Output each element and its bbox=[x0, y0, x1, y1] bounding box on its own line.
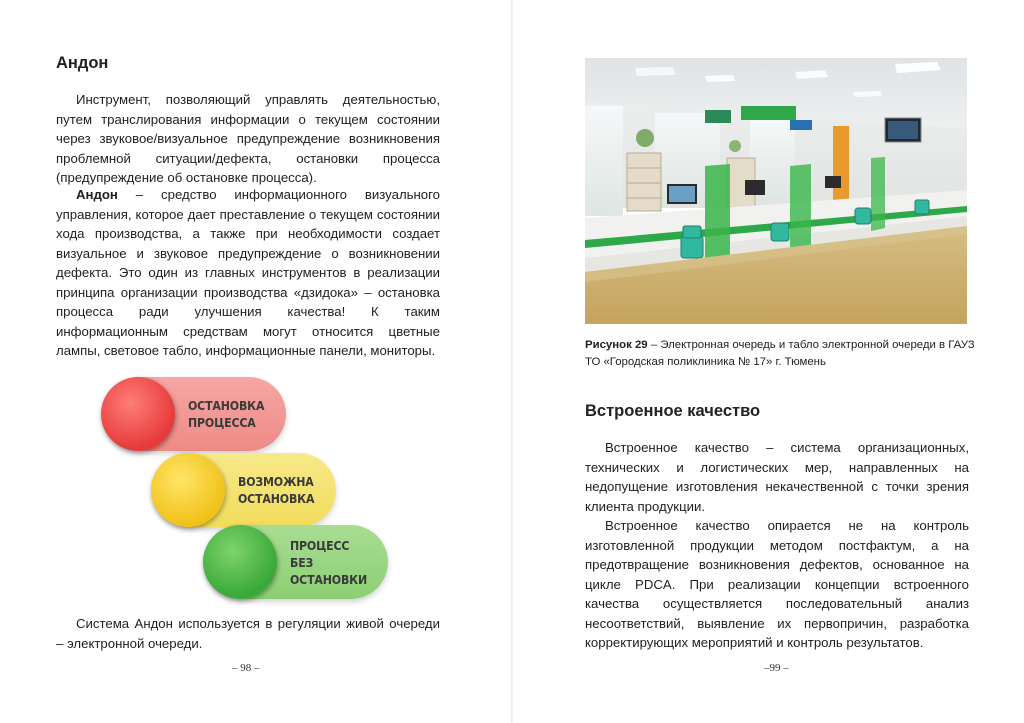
andon-term: Андон bbox=[76, 187, 118, 202]
lamp-yellow-line2: ОСТАНОВКА bbox=[238, 491, 315, 506]
built-in-quality-title: Встроенное качество bbox=[585, 402, 761, 420]
green-light-icon bbox=[203, 525, 277, 599]
andon-paragraph-2 bbox=[56, 185, 440, 361]
lamp-red-line2: ПРОЦЕССА bbox=[188, 415, 256, 430]
figure-caption-text: – Электронная очередь и табло электронной очереди в ГАУЗ ТО «Городская поликлиника № 17» г. Тюмень bbox=[585, 339, 975, 368]
clinic-queue-photo bbox=[585, 58, 967, 324]
andon-title: Андон bbox=[56, 54, 109, 72]
lamp-green-label bbox=[290, 525, 374, 599]
built-in-quality-paragraph-2: Встроенное качество опирается не на контроль изготовленной продукции методом постфактум, а на предотвращение возникновения дефектов, основанное на цикле PDCA. При реализации концепции встроенного качества осуществляется последовательный анализ несоответствий, выявление их первопричин, разработка корректирующих мероприятий и контроль результатов. bbox=[585, 518, 969, 650]
lamp-possible-stop bbox=[152, 453, 336, 527]
lamp-green-line2: БЕЗ ОСТАНОВКИ bbox=[290, 554, 367, 587]
lamp-green-line1: ПРОЦЕСС bbox=[290, 537, 350, 553]
lamp-yellow-label bbox=[238, 453, 322, 527]
andon-paragraph-1: Инструмент, позволяющий управлять деятельностью, путем транслирования информации о текущем состоянии через звуковое/визуальное предупреждение возникновения проблемной ситуации/дефекта, остановки процесса (предупреждение об остановке процесса). bbox=[56, 92, 440, 185]
built-in-quality-paragraph-1: Встроенное качество – система организационных, технических и логистических мер, направленных на недопущение изготовления некачественной с точки зрения клиента продукции. bbox=[585, 440, 969, 514]
andon-paragraph-3: Система Андон используется в регуляции живой очереди – электронной очереди. bbox=[56, 616, 440, 651]
yellow-light-icon bbox=[151, 453, 225, 527]
lamp-stop-process bbox=[102, 377, 286, 451]
figure-label: Рисунок 29 bbox=[585, 339, 648, 351]
clinic-hall-illustration bbox=[585, 58, 967, 324]
lamp-process-running bbox=[204, 525, 388, 599]
page-number-left: – 98 – bbox=[232, 662, 260, 674]
lamp-red-label bbox=[188, 377, 272, 451]
red-light-icon bbox=[101, 377, 175, 451]
right-page bbox=[512, 0, 1024, 723]
lamp-yellow-line1: ВОЗМОЖНА bbox=[238, 474, 314, 489]
figure-caption bbox=[585, 337, 975, 371]
lamp-red-line1: ОСТАНОВКА bbox=[188, 398, 265, 413]
andon-definition: – средство информационного визуального управления, которое дает преставление о текущем состоянии хода производства, а также при необходимости создает визуальное и звуковое предупреждение о возникновении дефекта. Это один из главных инструментов в реализации принципа организации производства «дзидока» – остановка процесса ради улучшения качества! К таким информационным средствам могут относится цветные лампы, световое табло, информационные панели, мониторы. bbox=[56, 187, 440, 358]
page-number-right: –99 – bbox=[764, 662, 789, 674]
